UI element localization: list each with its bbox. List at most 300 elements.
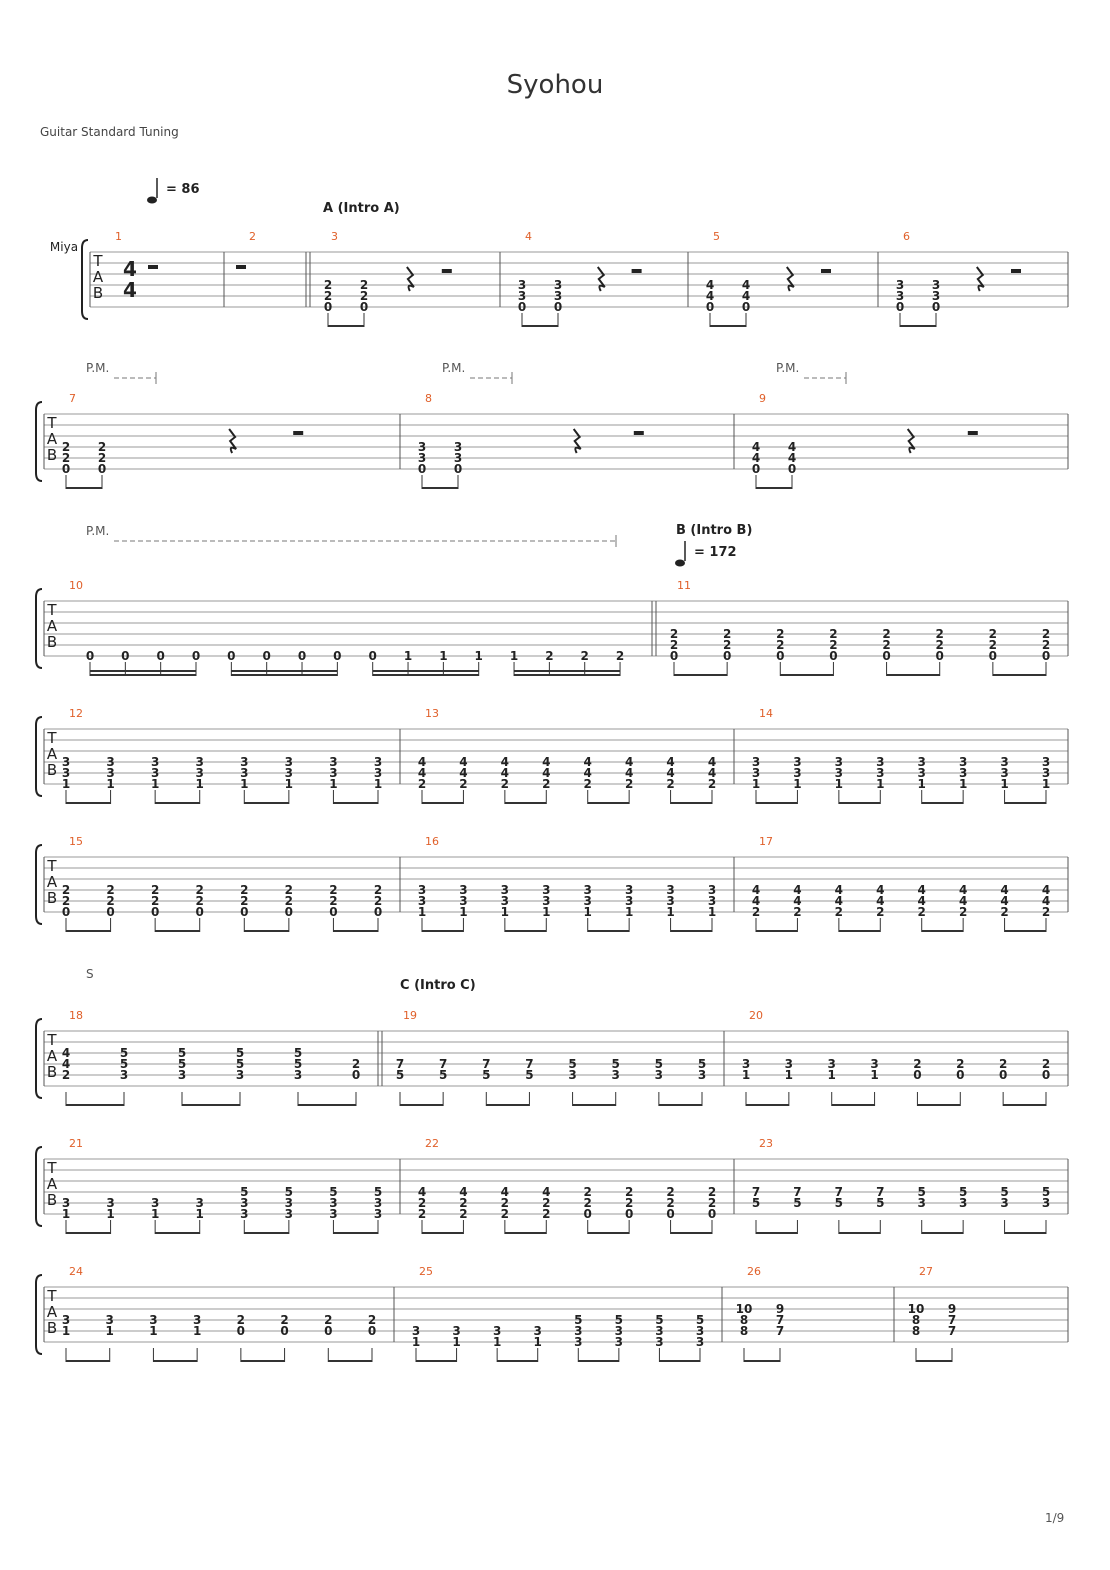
beam [659,1360,700,1362]
beam [1005,1232,1046,1234]
beam [839,1232,880,1234]
tab-clef-letter: B [46,1319,58,1337]
fret-number: 5 [793,1196,802,1210]
fret-number: 2 [666,777,675,791]
fret-number: 4 [459,1185,468,1199]
fret-number: 2 [624,1185,634,1199]
fret-number: 0 [1041,1068,1051,1082]
half-rest [632,269,642,273]
beam [917,1104,960,1106]
fret-number: 4 [542,1185,551,1199]
fret-number: 0 [351,1068,361,1082]
fret-number: 2 [913,1057,922,1071]
measure-number: 1 [115,230,122,243]
fret-number: 3 [793,755,802,769]
fret-number: 3 [958,755,968,769]
measure-number: 9 [759,392,766,405]
measure-number: 6 [903,230,910,243]
fret-number: 3 [177,1068,187,1082]
fret-number: 4 [917,883,926,897]
fret-number: 5 [697,1057,707,1071]
beam [756,930,797,932]
system-bracket [36,845,42,924]
fret-number: 2 [583,777,592,791]
measure-number: 12 [69,707,83,720]
system-bracket [36,1019,42,1098]
fret-number: 1 [150,1207,160,1221]
fret-number: 3 [284,1196,294,1210]
measure-number: 7 [69,392,76,405]
measure-number: 21 [69,1137,83,1150]
fret-number: 3 [931,289,941,303]
fret-number: 2 [500,777,510,791]
fret-number: 3 [895,289,905,303]
half-rest [442,269,452,273]
fret-number: 0 [669,649,679,663]
tempo-bpm: = 86 [166,182,200,197]
fret-number: 2 [545,649,554,663]
fret-number: 0 [707,1207,717,1221]
fret-number: 3 [931,278,941,292]
beam [780,674,833,676]
beam [241,1360,285,1362]
fret-number: 7 [751,1185,761,1199]
fret-number: 1 [1000,777,1009,791]
fret-number: 2 [61,451,71,465]
fret-number: 3 [655,1335,664,1349]
tempo-note-icon [147,197,157,204]
fret-number: 3 [1041,766,1051,780]
fret-number: 2 [776,627,785,641]
fret-number: 5 [395,1068,405,1082]
fret-number: 7 [775,1313,785,1327]
section-label: C (Intro C) [400,978,476,993]
fret-number: 4 [1041,894,1051,908]
fret-number: 1 [509,649,519,663]
measure-number: 20 [749,1009,763,1022]
fret-number: 1 [917,777,926,791]
beam [916,1360,952,1362]
fret-number: 2 [329,883,338,897]
fret-number: 3 [751,755,761,769]
beam [231,674,337,676]
fret-number: 4 [876,883,885,897]
fret-number: 5 [655,1313,664,1327]
fret-number: 5 [568,1057,577,1071]
fret-number: 4 [624,766,634,780]
tab-clef-letter: B [46,633,58,651]
fret-number: 2 [882,627,891,641]
section-label: B (Intro B) [676,523,753,538]
beam [588,1232,629,1234]
fret-number: 0 [106,905,115,919]
fret-number: 3 [553,278,563,292]
fret-number: 5 [917,1185,926,1199]
fret-number: 0 [517,300,527,314]
tab-clef-letter: A [46,873,58,891]
fret-number: 5 [293,1046,303,1060]
fret-number: 5 [119,1046,129,1060]
fret-number: 1 [105,1324,114,1338]
fret-number: 0 [956,1068,965,1082]
fret-number: 3 [834,766,844,780]
beam [422,802,463,804]
fret-number: 3 [542,894,551,908]
fret-number: 2 [195,883,204,897]
fret-number: 7 [947,1324,957,1338]
fret-number: 3 [150,755,160,769]
fret-number: 1 [403,649,413,663]
fret-number: 0 [61,905,71,919]
fret-number: 5 [574,1313,583,1327]
fret-number: 1 [195,1207,204,1221]
tab-clef-letter: A [92,268,104,286]
tab-clef-letter: T [47,1031,57,1049]
fret-number: 0 [722,649,732,663]
fret-number: 3 [834,755,844,769]
fret-number: 0 [227,649,236,663]
tab-clef-letter: B [46,761,58,779]
measure-number: 18 [69,1009,83,1022]
fret-number: 3 [741,1057,751,1071]
fret-number: 2 [666,1196,675,1210]
fret-number: 3 [240,1207,249,1221]
beam [1005,930,1046,932]
fret-number: 0 [240,905,249,919]
fret-number: 3 [574,1335,583,1349]
fret-number: 4 [917,894,926,908]
fret-number: 2 [97,440,107,454]
palm-mute-label: P.M. [776,361,800,375]
tab-clef-letter: A [46,430,58,448]
quarter-rest [977,267,984,291]
fret-number: 0 [61,462,71,476]
fret-number: 3 [624,883,634,897]
fret-number: 4 [705,278,715,292]
fret-number: 0 [324,1324,333,1338]
fret-number: 3 [614,1324,624,1338]
tab-clef-letter: A [46,1047,58,1065]
fret-number: 0 [262,649,271,663]
beam [333,802,378,804]
fret-number: 8 [739,1324,749,1338]
fret-number: 2 [722,627,732,641]
beam [922,930,963,932]
fret-number: 4 [417,1185,427,1199]
fret-number: 4 [751,451,761,465]
fret-number: 1 [958,777,968,791]
fret-number: 7 [793,1185,802,1199]
beam [328,325,364,327]
fret-number: 0 [280,1324,289,1338]
fret-number: 1 [195,777,204,791]
beam [155,1232,200,1234]
beam [1003,1104,1046,1106]
fret-number: 4 [876,894,885,908]
fret-number: 4 [1000,883,1009,897]
fret-number: 1 [284,777,294,791]
half-rest [821,269,831,273]
fret-number: 0 [359,300,369,314]
fret-number: 1 [741,1068,751,1082]
fret-number: 0 [85,649,95,663]
fret-number: 2 [917,905,926,919]
fret-number: 5 [834,1196,844,1210]
fret-number: 4 [624,755,634,769]
fret-number: 3 [61,755,71,769]
fret-number: 4 [834,894,844,908]
fret-number: 4 [459,755,468,769]
fret-number: 3 [1041,755,1051,769]
fret-number: 2 [284,883,294,897]
fret-number: 2 [722,638,732,652]
fret-number: 2 [666,1185,675,1199]
fret-number: 5 [611,1057,620,1071]
fret-number: 2 [324,1313,333,1327]
fret-number: 2 [195,894,204,908]
fret-number: 3 [958,766,968,780]
instrument-label: Miya [49,240,79,254]
fret-number: 3 [1000,766,1009,780]
fret-number: 3 [240,1196,249,1210]
beam [746,1104,789,1106]
tab-clef-letter: T [47,414,57,432]
time-signature-bottom: 4 [123,278,137,302]
fret-number: 0 [624,1207,634,1221]
fret-number: 1 [61,1207,71,1221]
beam [922,802,963,804]
tab-clef-letter: B [46,889,58,907]
fret-number: 1 [1041,777,1051,791]
fret-number: 4 [61,1057,71,1071]
fret-number: 2 [707,1185,717,1199]
fret-number: 5 [240,1185,249,1199]
beam [422,487,458,489]
fret-number: 3 [695,1335,705,1349]
measure-number: 10 [69,579,83,592]
half-rest [1011,269,1021,273]
beam [505,802,546,804]
measure-number: 2 [249,230,256,243]
half-rest [293,431,303,435]
fret-number: 0 [895,300,905,314]
fret-number: 0 [297,649,307,663]
fret-number: 3 [417,451,427,465]
fret-number: 2 [359,278,369,292]
fret-number: 3 [654,1068,664,1082]
section-label: A (Intro A) [323,201,400,216]
fret-number: 2 [323,289,333,303]
measure-number: 3 [331,230,338,243]
fret-number: 2 [707,1196,717,1210]
fret-number: 2 [829,638,838,652]
fret-number: 3 [329,755,338,769]
fret-number: 8 [911,1313,921,1327]
beam [671,1232,712,1234]
fret-number: 1 [106,1207,115,1221]
fret-number: 3 [284,766,294,780]
fret-number: 2 [583,1185,592,1199]
fret-number: 5 [177,1057,187,1071]
fret-number: 3 [106,755,115,769]
fret-number: 3 [373,1207,383,1221]
tuning-label: Guitar Standard Tuning [40,125,179,139]
measure-number: 22 [425,1137,439,1150]
beam [90,670,196,672]
fret-number: 1 [707,905,717,919]
fret-number: 1 [106,777,115,791]
fret-number: 4 [787,440,797,454]
fret-number: 1 [500,905,510,919]
fret-number: 5 [235,1046,245,1060]
tempo-note-icon [675,560,685,567]
fret-number: 2 [417,1207,427,1221]
fret-number: 3 [876,766,885,780]
fret-number: 1 [61,1324,71,1338]
fret-number: 5 [438,1068,448,1082]
fret-number: 5 [119,1057,129,1071]
fret-number: 3 [459,894,468,908]
fret-number: 2 [793,905,802,919]
fret-number: 3 [517,278,527,292]
fret-number: 3 [293,1068,303,1082]
fret-number: 4 [500,1185,510,1199]
fret-number: 4 [751,894,761,908]
fret-number: 0 [998,1068,1008,1082]
fret-number: 3 [707,883,717,897]
fret-number: 3 [583,894,592,908]
fret-number: 0 [705,300,715,314]
beam [993,674,1046,676]
fret-number: 4 [61,1046,71,1060]
fret-number: 4 [459,766,468,780]
fret-number: 2 [417,1196,427,1210]
beam [155,930,200,932]
fret-number: 3 [500,894,510,908]
beam [486,1104,529,1106]
fret-number: 4 [751,440,761,454]
beam [671,930,712,932]
beam [756,487,792,489]
beam [66,930,111,932]
fret-number: 0 [935,649,944,663]
beam [887,674,940,676]
tab-clef-letter: A [46,1175,58,1193]
beam [373,674,479,676]
fret-number: 4 [958,894,968,908]
fret-number: 3 [106,1196,115,1210]
fret-number: 3 [284,755,294,769]
fret-number: 3 [61,1196,71,1210]
fret-number: 1 [533,1335,542,1349]
fret-number: 2 [240,894,249,908]
palm-mute-label: P.M. [86,524,110,538]
fret-number: 4 [787,451,797,465]
fret-number: 0 [1041,649,1051,663]
half-rest [148,265,158,269]
beam [66,487,102,489]
measure-number: 24 [69,1265,83,1278]
fret-number: 3 [411,1324,421,1338]
fret-number: 2 [935,627,944,641]
tempo-bpm: = 172 [694,545,737,560]
fret-number: 5 [284,1185,294,1199]
beam [182,1104,240,1106]
fret-number: 0 [583,1207,592,1221]
fret-number: 2 [284,894,294,908]
beam [900,325,936,327]
fret-number: 0 [829,649,838,663]
beam [839,930,880,932]
fret-number: 3 [61,1313,71,1327]
fret-number: 3 [611,1068,620,1082]
system-bracket [82,240,88,319]
fret-number: 3 [417,440,427,454]
fret-number: 2 [882,638,891,652]
beam [674,674,727,676]
beam [298,1104,356,1106]
measure-number: 19 [403,1009,417,1022]
fret-number: 2 [834,905,844,919]
fret-number: 4 [751,883,761,897]
system-bracket [36,717,42,796]
fret-number: 5 [373,1185,383,1199]
fret-number: 0 [988,649,998,663]
fret-number: 7 [775,1324,785,1338]
beam [659,1104,702,1106]
beam [244,802,289,804]
fret-number: 1 [240,777,249,791]
fret-number: 3 [453,451,463,465]
beam [373,670,479,672]
fret-number: 0 [329,905,338,919]
fret-number: 4 [793,894,802,908]
fret-number: 0 [195,905,204,919]
fret-number: 4 [583,766,592,780]
fret-number: 1 [827,1068,836,1082]
fret-number: 2 [459,1196,468,1210]
fret-number: 2 [542,1207,551,1221]
fret-number: 3 [666,894,675,908]
fret-number: 2 [150,894,160,908]
fret-number: 0 [284,905,294,919]
beam [505,1232,546,1234]
beam [671,802,712,804]
fret-number: 2 [106,883,115,897]
beam [153,1360,197,1362]
fret-number: 2 [280,1313,289,1327]
fret-number: 5 [751,1196,761,1210]
fret-number: 1 [439,649,448,663]
beam [66,1104,124,1106]
beam [922,1232,963,1234]
fret-number: 3 [235,1068,245,1082]
fret-number: 5 [1000,1185,1009,1199]
fret-number: 3 [240,755,249,769]
fret-number: 5 [482,1068,491,1082]
beam [244,930,289,932]
fret-number: 3 [533,1324,542,1338]
fret-number: 4 [417,755,427,769]
measure-number: 16 [425,835,439,848]
fret-number: 3 [917,766,926,780]
fret-number: 2 [459,777,468,791]
fret-number: 3 [895,278,905,292]
fret-number: 2 [500,1207,510,1221]
beam [710,325,746,327]
fret-number: 7 [525,1057,534,1071]
beam [839,802,880,804]
